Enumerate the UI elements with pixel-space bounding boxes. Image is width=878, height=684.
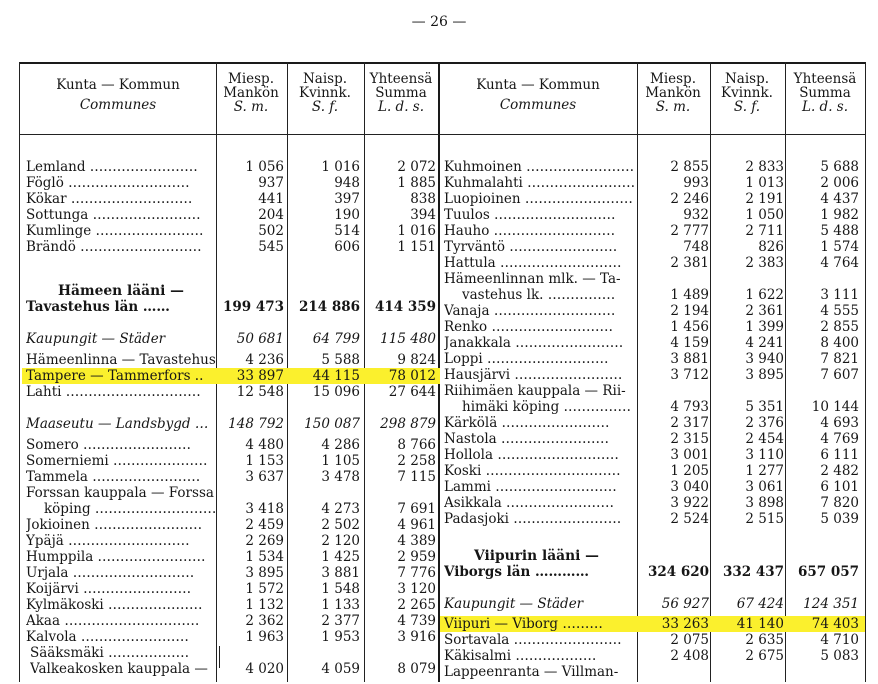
male-count: 2 246 (670, 191, 709, 207)
total-count: 4 437 (820, 191, 859, 207)
left-table-row (22, 416, 440, 432)
total-count: 1 151 (397, 239, 436, 255)
commune-name: Maaseutu — Landsbygd … (26, 416, 209, 432)
male-count: 1 534 (245, 549, 284, 565)
right-table-row (440, 159, 865, 175)
left-header-total: Yhteensä Summa L. d. s. (369, 71, 433, 115)
right-table-row (440, 632, 865, 648)
commune-name: Koijärvi …………………… (26, 581, 192, 597)
commune-name: Kaupungit — Städer (26, 331, 166, 347)
total-count: 4 710 (820, 632, 859, 648)
female-count: 4 241 (745, 335, 784, 351)
male-count: 4 793 (670, 399, 709, 415)
male-count: 12 548 (236, 384, 284, 400)
table-right-border (865, 62, 866, 682)
left-table-row (22, 437, 440, 453)
commune-name: himäki köping …………… (462, 399, 632, 415)
commune-name: Kaupungit — Städer (444, 596, 584, 612)
male-count: 3 712 (670, 367, 709, 383)
total-count: 4 739 (397, 613, 436, 629)
commune-name: köping ……………………… (44, 501, 217, 517)
commune-name: Riihimäen kauppala — Rii- (444, 383, 626, 399)
left-table-row (22, 223, 440, 239)
total-count: 838 (410, 191, 436, 207)
male-count: 1 132 (245, 597, 284, 613)
left-header-commune: Kunta — Kommun Communes (56, 77, 180, 113)
male-count: 4 480 (245, 437, 284, 453)
total-count: 2 855 (820, 319, 859, 335)
left-table-row (22, 613, 440, 629)
right-table-row (440, 463, 865, 479)
male-count: 545 (258, 239, 284, 255)
total-count: 4 693 (820, 415, 859, 431)
male-count: 3 001 (670, 447, 709, 463)
female-count: 2 376 (745, 415, 784, 431)
male-count: 204 (258, 207, 284, 223)
male-count: 2 269 (245, 533, 284, 549)
right-header-total: Yhteensä Summa L. d. s. (793, 71, 857, 115)
female-count: 1 277 (745, 463, 784, 479)
male-count: 2 317 (670, 415, 709, 431)
total-count: 7 115 (397, 469, 436, 485)
left-table-row (22, 175, 440, 191)
left-table-row (22, 485, 440, 501)
male-count: 3 895 (245, 565, 284, 581)
total-count: 5 688 (820, 159, 859, 175)
total-count: 2 265 (397, 597, 436, 613)
female-count: 3 898 (745, 495, 784, 511)
female-count: 2 191 (745, 191, 784, 207)
male-count: 33 897 (236, 368, 284, 384)
total-count: 1 885 (397, 175, 436, 191)
total-count: 6 101 (820, 479, 859, 495)
right-table-row (440, 175, 865, 191)
left-table-row (22, 159, 440, 175)
total-count: 5 039 (820, 511, 859, 527)
female-count: 1 105 (321, 453, 360, 469)
female-count: 3 061 (745, 479, 784, 495)
commune-name: Hämeenlinnan mlk. — Ta- (444, 271, 621, 287)
right-table-row (440, 223, 865, 239)
left-table-row (22, 597, 440, 613)
total-count: 4 555 (820, 303, 859, 319)
commune-name: Forssan kauppala — Forssa (26, 485, 214, 501)
male-count: 2 524 (670, 511, 709, 527)
female-count: 4 059 (321, 661, 360, 677)
right-table-row (440, 383, 865, 399)
commune-name: Somero …………………… (26, 437, 192, 453)
male-count: 148 792 (228, 416, 284, 432)
left-table-row (22, 549, 440, 565)
total-count: 4 769 (820, 431, 859, 447)
total-count: 8 766 (397, 437, 436, 453)
commune-name: Sortavala …………………… (444, 632, 622, 648)
male-count: 3 922 (670, 495, 709, 511)
female-count: 1 622 (745, 287, 784, 303)
female-count: 2 502 (321, 517, 360, 533)
total-count: 6 111 (820, 447, 859, 463)
female-count: 4 273 (321, 501, 360, 517)
female-count: 1 050 (745, 207, 784, 223)
right-header-female: Naisp. Kvinnk. S. f. (721, 71, 773, 115)
male-count: 3 418 (245, 501, 284, 517)
male-count: 2 315 (670, 431, 709, 447)
male-count: 1 572 (245, 581, 284, 597)
male-count: 2 075 (670, 632, 709, 648)
male-count: 2 194 (670, 303, 709, 319)
left-header-male: Miesp. Mankön S. m. (223, 71, 279, 115)
female-count: 3 895 (745, 367, 784, 383)
female-count: 2 383 (745, 255, 784, 271)
total-count: 4 389 (397, 533, 436, 549)
total-count: 2 959 (397, 549, 436, 565)
female-count: 1 425 (321, 549, 360, 565)
total-count: 1 016 (397, 223, 436, 239)
right-header-commune: Kunta — Kommun Communes (476, 77, 600, 113)
left-table-row (22, 501, 440, 517)
female-count: 1 399 (745, 319, 784, 335)
right-table-row (440, 648, 865, 664)
female-count: 5 588 (321, 352, 360, 368)
right-table-row (440, 479, 865, 495)
female-count: 1 953 (321, 629, 360, 645)
left-table-row (22, 645, 440, 661)
total-count: 5 488 (820, 223, 859, 239)
total-count: 1 574 (820, 239, 859, 255)
total-count: 7 607 (820, 367, 859, 383)
page-number: — 26 — (411, 14, 467, 30)
total-count: 7 691 (397, 501, 436, 517)
commune-name: Tampere — Tammerfors .. (26, 368, 204, 384)
male-count: 3 637 (245, 469, 284, 485)
commune-name: Lemland …………………… (26, 159, 198, 175)
total-count: 2 072 (397, 159, 436, 175)
total-count: 7 776 (397, 565, 436, 581)
province-total-row: Viborgs län ………… 324 620 332 437 657 057 (444, 564, 859, 580)
female-count: 3 940 (745, 351, 784, 367)
male-count: 33 263 (661, 616, 709, 632)
female-count: 514 (334, 223, 360, 239)
male-count: 502 (258, 223, 284, 239)
commune-name: Kylmäkoski ………………… (26, 597, 203, 613)
left-table-row (22, 517, 440, 533)
female-count: 1 548 (321, 581, 360, 597)
left-table-row (22, 207, 440, 223)
commune-name: Nastola …………………… (444, 431, 609, 447)
female-count: 2 454 (745, 431, 784, 447)
left-table-row (22, 384, 440, 400)
male-count: 2 408 (670, 648, 709, 664)
header-rule (19, 134, 865, 135)
female-count: 3 110 (745, 447, 784, 463)
male-count: 4 236 (245, 352, 284, 368)
total-count: 3 111 (820, 287, 859, 303)
total-count: 2 258 (397, 453, 436, 469)
commune-name: Lammi ……………………… (444, 479, 617, 495)
left-table-row (22, 581, 440, 597)
commune-name: Hollola ……………………… (444, 447, 619, 463)
left-table-row (22, 239, 440, 255)
right-header-male: Miesp. Mankön S. m. (645, 71, 701, 115)
total-count: 3 120 (397, 581, 436, 597)
right-table-row (440, 191, 865, 207)
right-table-row (440, 415, 865, 431)
commune-name: Föglö ……………………… (26, 175, 190, 191)
total-count: 124 351 (803, 596, 859, 612)
right-table-row (440, 239, 865, 255)
left-table-row (22, 352, 440, 368)
male-count: 1 456 (670, 319, 709, 335)
total-count: 3 916 (397, 629, 436, 645)
right-table-row (440, 616, 865, 632)
right-table-row (440, 511, 865, 527)
total-count: 8 400 (820, 335, 859, 351)
commune-name: Tyrväntö …………………… (444, 239, 618, 255)
commune-name: Tuulos ……………………… (444, 207, 616, 223)
female-count: 2 120 (321, 533, 360, 549)
total-count: 115 480 (380, 331, 436, 347)
total-count: 1 982 (820, 207, 859, 223)
female-count: 826 (758, 239, 784, 255)
right-table-row (440, 271, 865, 287)
female-count: 3 478 (321, 469, 360, 485)
commune-name: Sääksmäki ……………… (30, 645, 190, 661)
right-table-row (440, 431, 865, 447)
total-count: 7 820 (820, 495, 859, 511)
male-count: 3 881 (670, 351, 709, 367)
female-count: 948 (334, 175, 360, 191)
right-table-row (440, 495, 865, 511)
total-count: 78 012 (388, 368, 436, 384)
right-table-row (440, 596, 865, 612)
left-table-row (22, 661, 440, 677)
male-count: 937 (258, 175, 284, 191)
left-table-row (22, 469, 440, 485)
female-count: 4 286 (321, 437, 360, 453)
commune-name: Tammela …………………… (26, 469, 201, 485)
commune-name: Luopioinen …………………… (444, 191, 633, 207)
commune-name: Hämeenlinna — Tavastehus (26, 352, 216, 368)
commune-name: Kuhmoinen …………………… (444, 159, 635, 175)
female-count: 15 096 (312, 384, 360, 400)
right-table-row (440, 447, 865, 463)
total-count: 4 961 (397, 517, 436, 533)
male-count: 2 381 (670, 255, 709, 271)
male-count: 932 (683, 207, 709, 223)
left-table-row (22, 191, 440, 207)
commune-name: Padasjoki …………………… (444, 511, 622, 527)
male-count: 2 362 (245, 613, 284, 629)
male-count: 56 927 (661, 596, 709, 612)
left-table-row (22, 368, 440, 384)
commune-name: Akaa ………………………… (26, 613, 200, 629)
right-table-row (440, 399, 865, 415)
commune-name: Kuhmalahti …………………… (444, 175, 636, 191)
total-count: 8 079 (397, 661, 436, 677)
commune-name: Vanaja ……………………… (444, 303, 616, 319)
male-count: 1 205 (670, 463, 709, 479)
left-table-row (22, 331, 440, 347)
total-count: 4 764 (820, 255, 859, 271)
right-table-row (440, 664, 865, 680)
female-count: 1 013 (745, 175, 784, 191)
commune-name: Asikkala …………………… (444, 495, 615, 511)
female-count: 190 (334, 207, 360, 223)
total-count: 5 083 (820, 648, 859, 664)
left-table-row (22, 565, 440, 581)
commune-name: Humppila …………………… (26, 549, 206, 565)
commune-name: Koski ………………………… (444, 463, 621, 479)
commune-name: Jokioinen …………………… (26, 517, 203, 533)
commune-name: vastehus lk. …………… (462, 287, 616, 303)
left-table-row (22, 629, 440, 645)
commune-name: Viipuri — Viborg ……… (444, 616, 603, 632)
total-count: 2 006 (820, 175, 859, 191)
province-total-row: Tavastehus län …… 199 473 214 886 414 359 (26, 299, 436, 315)
left-table-row (22, 453, 440, 469)
right-table-row (440, 335, 865, 351)
total-count: 394 (410, 207, 436, 223)
male-count: 2 855 (670, 159, 709, 175)
female-count: 2 635 (745, 632, 784, 648)
female-count: 2 833 (745, 159, 784, 175)
bracket-mark (219, 646, 222, 668)
total-count: 10 144 (811, 399, 859, 415)
commune-name: Valkeakosken kauppala — (30, 661, 208, 677)
commune-name: Kalvola …………………… (26, 629, 189, 645)
right-table-row (440, 351, 865, 367)
female-count: 2 515 (745, 511, 784, 527)
total-count: 27 644 (388, 384, 436, 400)
province-heading-hame: Hämeen lääni — (58, 283, 184, 299)
total-count: 298 879 (380, 416, 436, 432)
table-left-border (19, 62, 20, 682)
male-count: 1 153 (245, 453, 284, 469)
commune-name: Hauho ……………………… (444, 223, 616, 239)
male-count: 3 040 (670, 479, 709, 495)
commune-name: Loppi ……………………… (444, 351, 609, 367)
commune-name: Janakkala …………………… (444, 335, 624, 351)
male-count: 748 (683, 239, 709, 255)
total-count: 9 824 (397, 352, 436, 368)
female-count: 397 (334, 191, 360, 207)
male-count: 1 056 (245, 159, 284, 175)
commune-name: Hausjärvi …………………… (444, 367, 623, 383)
female-count: 606 (334, 239, 360, 255)
female-count: 2 711 (745, 223, 784, 239)
male-count: 4 159 (670, 335, 709, 351)
male-count: 1 963 (245, 629, 284, 645)
right-table-row (440, 207, 865, 223)
commune-name: Kärkölä …………………… (444, 415, 610, 431)
male-count: 441 (258, 191, 284, 207)
male-count: 50 681 (236, 331, 284, 347)
female-count: 150 087 (304, 416, 360, 432)
right-table-row (440, 287, 865, 303)
female-count: 1 016 (321, 159, 360, 175)
commune-name: Kökar ……………………… (26, 191, 193, 207)
left-header-female: Naisp. Kvinnk. S. f. (299, 71, 351, 115)
total-count: 2 482 (820, 463, 859, 479)
right-table-row (440, 303, 865, 319)
right-table-row (440, 255, 865, 271)
right-table-row (440, 367, 865, 383)
female-count: 64 799 (312, 331, 360, 347)
female-count: 2 361 (745, 303, 784, 319)
province-heading-viipuri: Viipurin lääni — (474, 548, 599, 564)
male-count: 1 489 (670, 287, 709, 303)
total-count: 74 403 (811, 616, 859, 632)
female-count: 2 377 (321, 613, 360, 629)
female-count: 5 351 (745, 399, 784, 415)
commune-name: Brändö ……………………… (26, 239, 202, 255)
male-count: 2 459 (245, 517, 284, 533)
commune-name: Somerniemi ………………… (26, 453, 208, 469)
female-count: 2 675 (745, 648, 784, 664)
right-table-row (440, 319, 865, 335)
female-count: 44 115 (312, 368, 360, 384)
commune-name: Kumlinge …………………… (26, 223, 204, 239)
male-count: 993 (683, 175, 709, 191)
male-count: 2 777 (670, 223, 709, 239)
commune-name: Renko ……………………… (444, 319, 613, 335)
male-count: 4 020 (245, 661, 284, 677)
female-count: 67 424 (736, 596, 784, 612)
female-count: 1 133 (321, 597, 360, 613)
female-count: 3 881 (321, 565, 360, 581)
left-table-row (22, 533, 440, 549)
commune-name: Sottunga …………………… (26, 207, 201, 223)
female-count: 41 140 (736, 616, 784, 632)
commune-name: Ypäjä ……………………… (26, 533, 190, 549)
commune-name: Lappeenranta — Villman- (444, 664, 619, 680)
commune-name: Käkisalmi ……………… (444, 648, 597, 664)
commune-name: Hattula ……………………… (444, 255, 622, 271)
total-count: 7 821 (820, 351, 859, 367)
commune-name: Urjala ……………………… (26, 565, 195, 581)
commune-name: Lahti ………………………… (26, 384, 201, 400)
